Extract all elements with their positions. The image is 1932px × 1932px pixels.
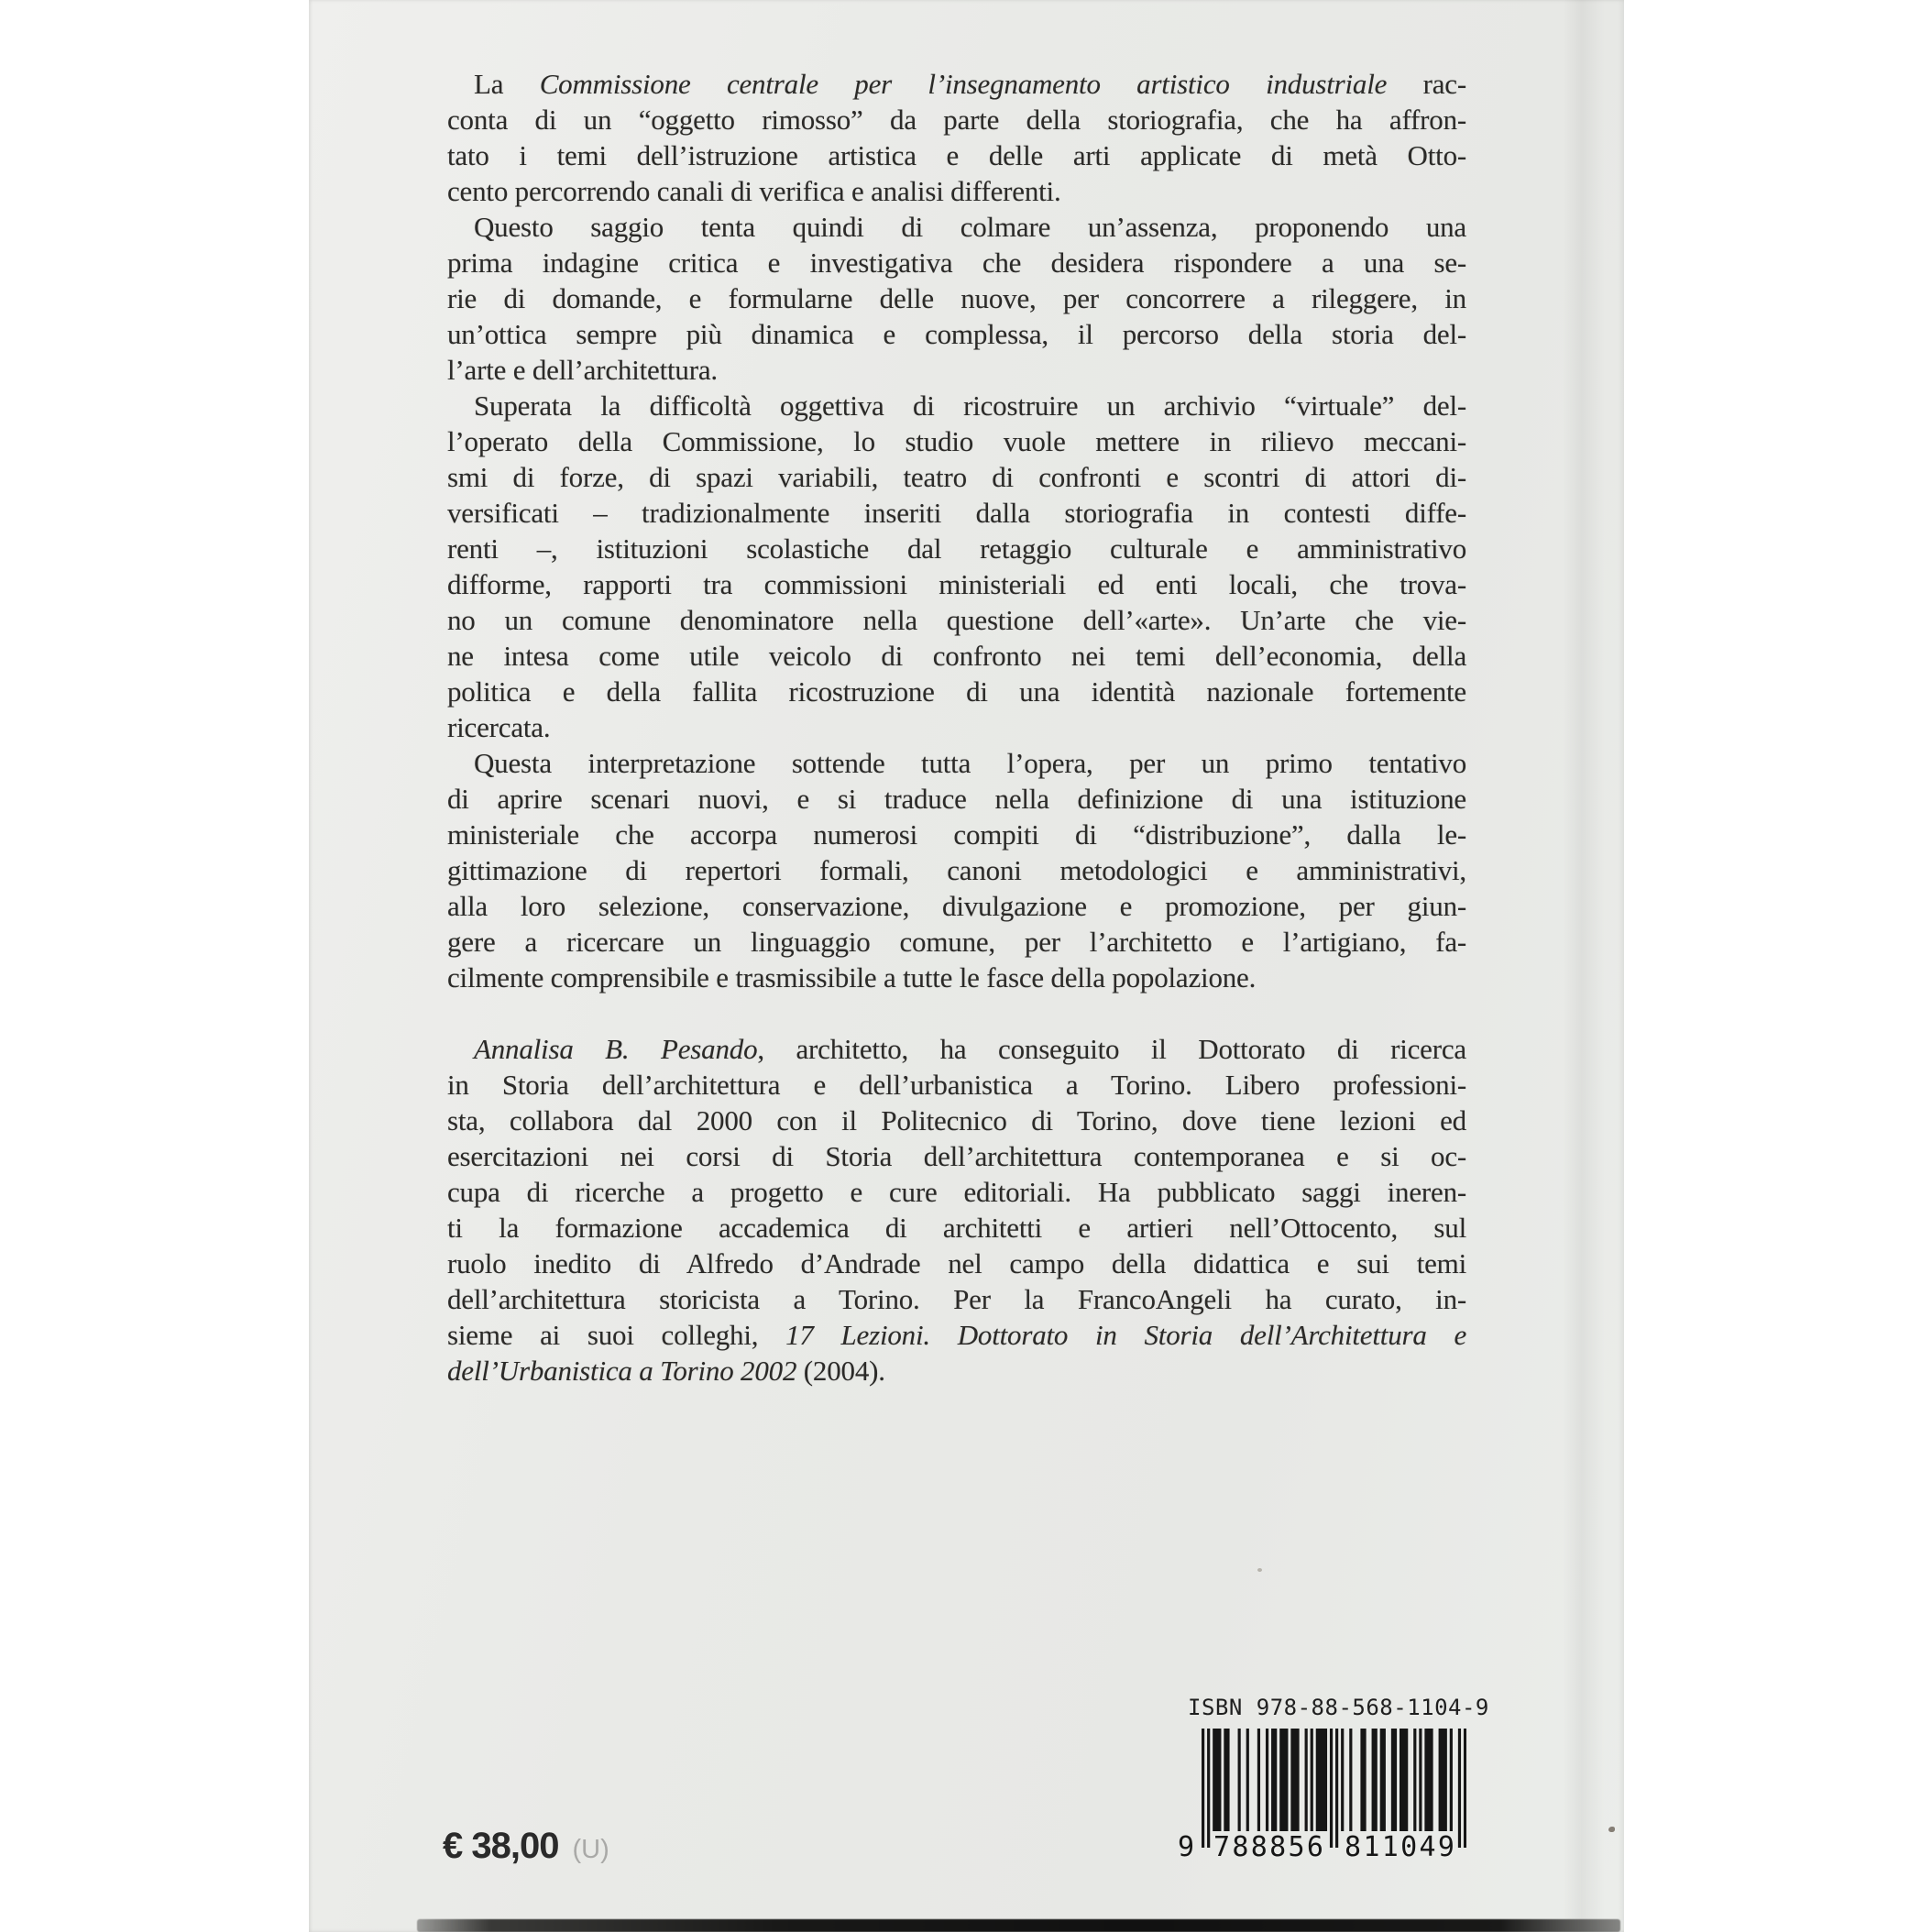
text-line [447,352,1466,388]
text-line [447,245,1466,280]
barcode-digit: 6 [1306,1831,1323,1863]
text-line [447,1174,1466,1210]
text-line [447,102,1466,137]
text-line [447,459,1466,495]
barcode-bar [1202,1729,1204,1848]
barcode-left-digits [1213,1831,1323,1863]
text-line [447,638,1466,674]
ean13-barcode [1202,1729,1466,1848]
regular-text: , architetto, ha conseguito il Dottorato di ricerca [757,1033,1466,1065]
blurb-paragraph [447,66,1466,209]
barcode-first-digit: 9 [1177,1831,1195,1863]
regular-text: no un comune denominatore nella questione dell’«arte». Un’arte che vie- [447,604,1466,636]
regular-text: l’arte e dell’architettura. [447,354,718,386]
regular-text: La [474,68,540,100]
italic-text: Commissione centrale per l’insegnamento artistico industriale [539,68,1388,100]
barcode-digit: 4 [1419,1831,1436,1863]
regular-text: smi di forze, di spazi variabili, teatro di confronti e scontri di attori di- [447,461,1466,493]
barcode-bar [1224,1729,1229,1831]
barcode-bar [1238,1729,1241,1831]
italic-text: dell’Urbanistica a Torino 2002 [447,1355,797,1387]
regular-text: l’operato della Commissione, lo studio vuole mettere in rilievo meccani- [447,425,1466,457]
regular-text: difforme, rapporti tra commissioni ministeriali ed enti locali, che trova- [447,568,1466,600]
text-line [447,1031,1466,1067]
regular-text: politica e della fallita ricostruzione di una identità nazionale fortemente [447,675,1466,708]
barcode-bar [1464,1729,1466,1848]
regular-text: cupa di ricerche a progetto e cure editoriali. Ha pubblicato saggi ineren- [447,1176,1466,1208]
regular-text: sta, collabora dal 2000 con il Politecnico di Torino, dove tiene lezioni ed [447,1104,1466,1136]
regular-text: tato i temi dell’istruzione artistica e delle arti applicate di metà Otto- [447,139,1466,171]
barcode-bar [1400,1729,1408,1831]
regular-text: alla loro selezione, conservazione, divulgazione e promozione, per giun- [447,890,1466,922]
barcode-digit: 1 [1363,1831,1380,1863]
barcode-bar [1391,1729,1397,1831]
text-line [447,66,1466,102]
text-line [447,1246,1466,1281]
barcode-digit: 8 [1250,1831,1268,1863]
barcode-digit: 1 [1381,1831,1399,1863]
text-line [447,709,1466,745]
book-back-cover [309,0,1624,1932]
isbn-label: ISBN 978-88-568-1104-9 [1188,1695,1489,1720]
text-line [447,924,1466,960]
price-note: (U) [572,1835,609,1864]
back-cover-text [447,66,1466,1389]
regular-text: dell’architettura storicista a Torino. Per la FrancoAngeli ha curato, in- [447,1283,1466,1315]
barcode-bar [1246,1729,1249,1831]
barcode-bar [1311,1729,1313,1831]
text-line [447,137,1466,173]
text-line [447,1353,1466,1389]
blurb-paragraph [447,388,1466,745]
blurb-paragraph [447,745,1466,995]
bio-paragraph [447,1031,1466,1389]
barcode-bar [1439,1729,1447,1831]
regular-text: prima indagine critica e investigativa che desidera rispondere a una se- [447,247,1466,279]
text-line [447,1138,1466,1174]
barcode-digit: 0 [1400,1831,1418,1863]
barcode-digit: 8 [1345,1831,1362,1863]
barcode-bar [1290,1729,1299,1831]
barcode-digit: 5 [1288,1831,1305,1863]
price-value: € 38,00 [443,1826,559,1866]
regular-text: (2004). [796,1355,885,1387]
barcode-bar [1335,1729,1338,1848]
text-line [447,209,1466,245]
barcode-bar [1424,1729,1433,1831]
text-line [447,960,1466,995]
barcode-bar [1305,1729,1308,1831]
barcode-digit: 7 [1213,1831,1231,1863]
text-line [447,1210,1466,1246]
regular-text: renti –, istituzioni scolastiche dal retaggio culturale e amministrativo [447,532,1466,565]
text-line [447,817,1466,852]
barcode-bar [1266,1729,1268,1831]
text-line [447,388,1466,423]
barcode-bar [1316,1729,1327,1831]
book-bottom-edge-shadow [417,1919,1620,1932]
barcode-bar [1257,1729,1260,1831]
text-line [447,1281,1466,1317]
barcode-bar [1372,1729,1378,1831]
text-line [447,316,1466,352]
regular-text: sieme ai suoi colleghi, [447,1319,786,1351]
regular-text: ricercata. [447,711,551,743]
barcode-bar [1419,1729,1422,1831]
regular-text: ne intesa come utile veicolo di confronto nei temi dell’economia, della [447,640,1466,672]
text-line [447,602,1466,638]
barcode-digit: 8 [1269,1831,1287,1863]
regular-text: Questa interpretazione sottende tutta l’opera, per un primo tentativo [474,747,1466,779]
regular-text: ti la formazione accademica di architetti e artieri nell’Ottocento, sul [447,1212,1466,1244]
barcode-bar [1450,1729,1453,1831]
regular-text: ruolo inedito di Alfredo d’Andrade nel campo della didattica e sui temi [447,1247,1466,1279]
text-line [447,1067,1466,1103]
barcode-bar [1458,1729,1461,1848]
italic-text: 17 Lezioni. Dottorato in Storia dell’Architettura e [785,1319,1466,1351]
text-line [447,173,1466,209]
text-line [447,495,1466,531]
text-line [447,1103,1466,1138]
regular-text: esercitazioni nei corsi di Storia dell’architettura contemporanea e si oc- [447,1140,1466,1172]
barcode-right-digits [1345,1831,1454,1863]
barcode-bar [1271,1729,1277,1831]
text-line [447,531,1466,566]
text-line [447,423,1466,459]
barcode-bar [1413,1729,1416,1831]
regular-text: versificati – tradizionalmente inseriti dalla storiografia in contesti diffe- [447,497,1466,529]
regular-text: di aprire scenari nuovi, e si traduce nella definizione di una istituzione [447,783,1466,815]
scan-speck [1257,1568,1262,1572]
text-line [447,852,1466,888]
regular-text: rac- [1387,68,1466,100]
barcode-bar [1380,1729,1386,1831]
regular-text: cento percorrendo canali di verifica e analisi differenti. [447,175,1061,207]
regular-text: un’ottica sempre più dinamica e complessa, il percorso della storia del- [447,318,1466,350]
text-line [447,674,1466,709]
regular-text: conta di un “oggetto rimosso” da parte della storiografia, che ha affron- [447,104,1466,136]
text-line [447,280,1466,316]
regular-text: gittimazione di repertori formali, canoni metodologici e amministrativi, [447,854,1466,886]
text-line [447,781,1466,817]
regular-text: Superata la difficoltà oggettiva di ricostruire un archivio “virtuale” del- [474,390,1466,422]
regular-text: in Storia dell’architettura e dell’urbanistica a Torino. Libero professioni- [447,1069,1466,1101]
barcode-bar [1330,1729,1333,1848]
regular-text: cilmente comprensibile e trasmissibile a tutte le fasce della popolazione. [447,961,1257,993]
regular-text: rie di domande, e formularne delle nuove, per concorrere a rileggere, in [447,282,1466,314]
barcode-bar [1279,1729,1288,1831]
barcode-bar [1349,1729,1352,1831]
barcode-bar [1341,1729,1344,1831]
regular-text: ministeriale che accorpa numerosi compiti di “distribuzione”, dalla le- [447,818,1466,851]
price [443,1826,609,1867]
text-line [447,888,1466,924]
barcode-bar [1207,1729,1210,1848]
regular-text: Questo saggio tenta quindi di colmare un’assenza, proponendo una [474,211,1466,243]
text-line [447,1317,1466,1353]
text-line [447,566,1466,602]
barcode-bar [1360,1729,1366,1831]
regular-text: gere a ricercare un linguaggio comune, per l’architetto e l’artigiano, fa- [447,926,1466,958]
barcode-digit: 8 [1232,1831,1249,1863]
text-line [447,745,1466,781]
barcode-bar [1213,1729,1221,1831]
blurb-paragraph [447,209,1466,388]
page-crease-shading [1563,0,1605,1932]
scan-speck [1608,1827,1615,1832]
barcode-digit: 9 [1437,1831,1454,1863]
italic-text: Annalisa B. Pesando [474,1033,758,1065]
